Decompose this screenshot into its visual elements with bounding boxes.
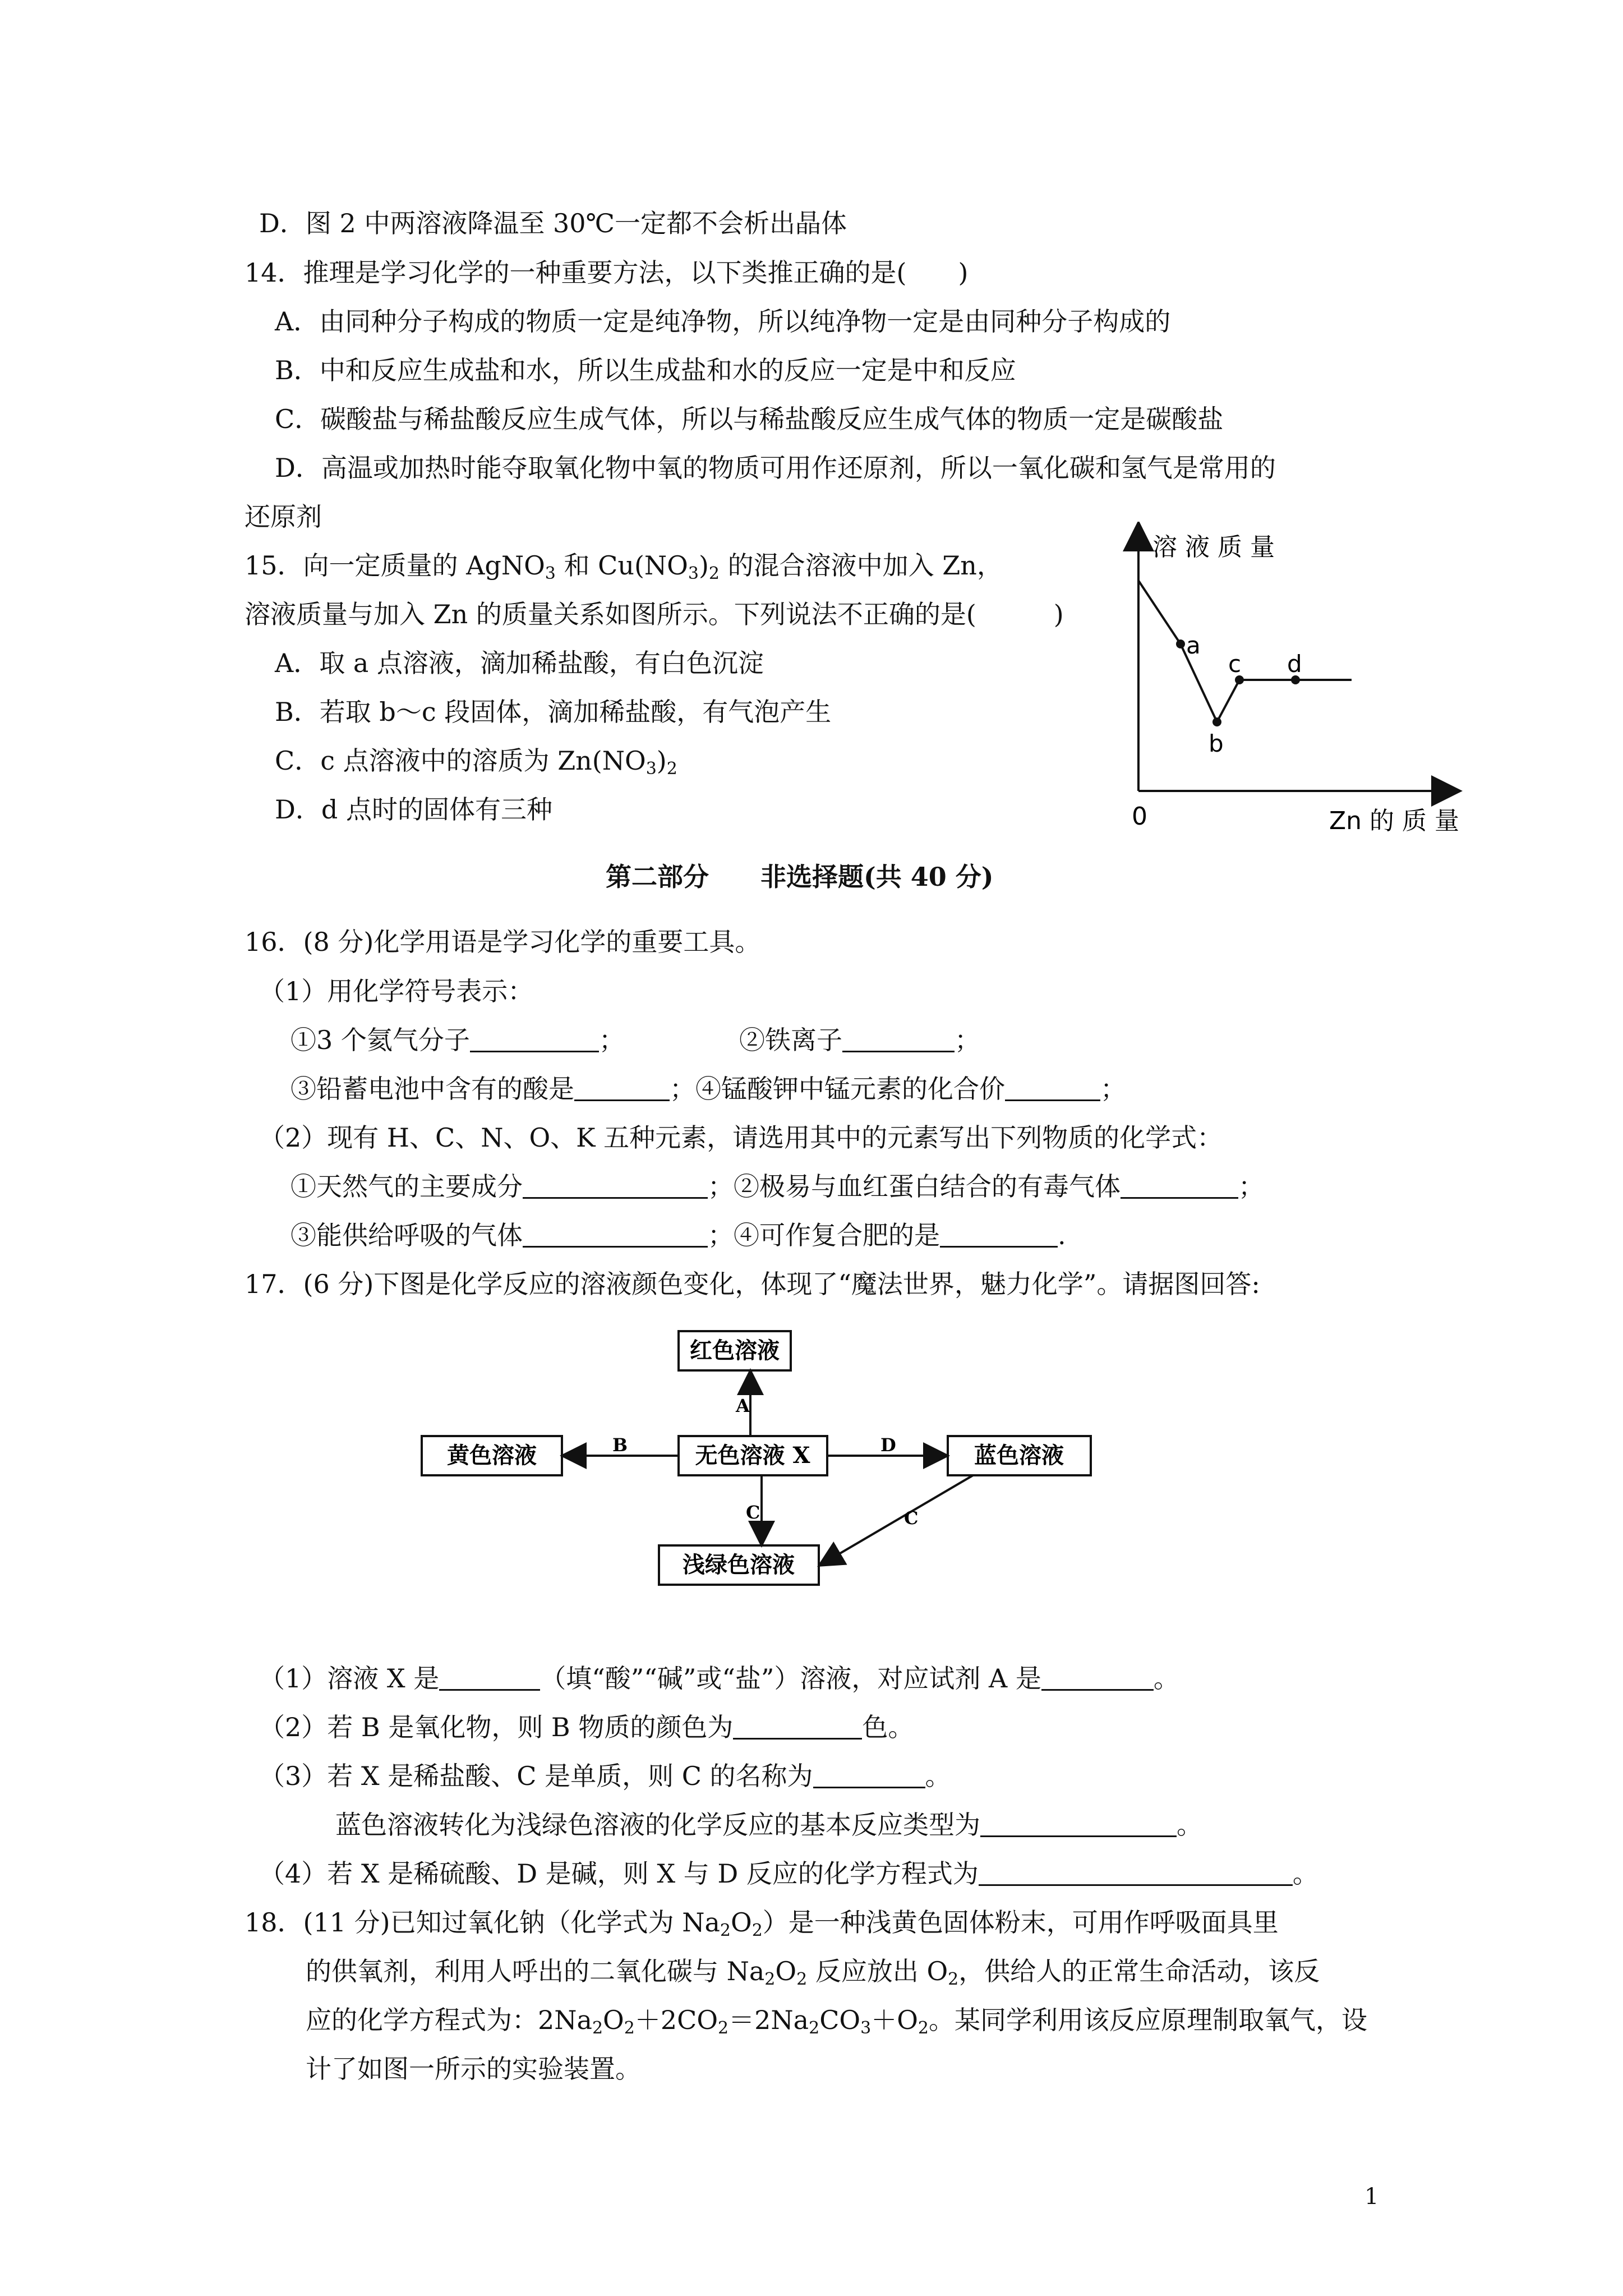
answer-blank[interactable] [1041,1667,1154,1691]
q18-line4: 计了如图一所示的实验装置。 [306,2054,641,2084]
answer-blank[interactable] [439,1667,540,1691]
answer-blank[interactable] [1005,1077,1100,1101]
q17-question-3-cont: 蓝色溶液转化为浅绿色溶液的化学反应的基本反应类型为 。 [335,1810,1202,1840]
label-light-green-solution: 浅绿色溶液 [683,1552,795,1578]
q17-question-4: （4）若 X 是稀硫酸、D 是碱，则 X 与 D 反应的化学方程式为 。 [259,1858,1318,1889]
q15-option-d: D．d 点时的固体有三种 [275,794,552,825]
answer-blank[interactable] [523,1175,708,1199]
answer-blank[interactable] [523,1223,708,1248]
q18-line3: 应的化学方程式为：$2Na_2O_2+2CO_2=2Na_2CO_3+O_2$。某同学利用该反应原理制取氧气，设 [306,2005,1368,2038]
label-colorless-solution-x: 无色溶液 X [695,1442,810,1469]
answer-blank[interactable] [940,1223,1058,1248]
q15-stem-line2: 溶液质量与加入 Zn 的质量关系如图所示。下列说法不正确的是( ) [245,599,1064,629]
arrow-c1-label: C [746,1502,760,1523]
q15-option-c: C．c 点溶液中的溶质为 $Zn(NO_3)_2$ [275,746,677,779]
arrow-b-label: B [612,1434,628,1456]
q17-question-2: （2）若 B 是氧化物，则 B 物质的颜色为 色。 [259,1712,914,1742]
label-yellow-solution: 黄色溶液 [447,1442,537,1469]
q13-option-d: D．图 2 中两溶液降温至 30℃一定都不会析出晶体 [259,208,847,238]
q15-mass-graph [1110,522,1481,853]
q15-option-b: B．若取 b～c 段固体，滴加稀盐酸，有气泡产生 [275,697,832,727]
label-red-solution: 红色溶液 [690,1337,780,1364]
q16-p1-item2: ②铁离子 ； [739,1025,980,1055]
answer-blank[interactable] [470,1028,599,1052]
page-number: 1 [1364,2184,1379,2210]
part2-title: 第二部分 非选择题(共 40 分) [606,862,994,892]
q16-p1-item1: ①3 个氦气分子 ； [291,1025,625,1055]
q15-point-a [1176,639,1185,648]
answer-blank[interactable] [842,1028,955,1052]
arrow-c-diagonal [821,1475,973,1565]
answer-blank[interactable] [979,1862,1293,1886]
q14-option-b: B．中和反应生成盐和水，所以生成盐和水的反应一定是中和反应 [275,355,1016,385]
q17-question-3: （3）若 X 是稀盐酸、C 是单质，则 C 的名称为 。 [259,1761,951,1791]
q15-label-a: a [1186,632,1201,659]
arrow-d-label: D [880,1434,896,1456]
q17-question-1: （1）溶液 X 是 （填“酸”“碱”或“盐”）溶液，对应试剂 A 是 。 [259,1663,1179,1694]
q14-option-d-cont: 还原剂 [245,501,322,532]
q15-label-c: c [1228,650,1242,678]
q16-stem: 16．(8 分)化学用语是学习化学的重要工具。 [245,927,761,957]
q15-label-b: b [1209,730,1224,757]
q15-origin: 0 [1132,802,1147,831]
q18-line2: 的供氧剂，利用人呼出的二氧化碳与 $Na_2O_2$ 反应放出 $O_2$，供给人的正常生命活动，该反 [306,1956,1320,1989]
q15-option-a: A．取 a 点溶液，滴加稀盐酸，有白色沉淀 [275,648,764,678]
q14-option-c: C．碳酸盐与稀盐酸反应生成气体，所以与稀盐酸反应生成气体的物质一定是碳酸盐 [275,404,1224,434]
q16-p1-item3-4: ③铅蓄电池中含有的酸是 ；④锰酸钾中锰元素的化合价 ； [291,1074,1126,1104]
label-blue-solution: 蓝色溶液 [974,1442,1064,1469]
q18-line1: 18．(11 分)已知过氧化钠（化学式为 $Na_2O_2$）是一种浅黄色固体粉末，可用作呼吸面具里 [245,1907,1279,1940]
q15-x-label: Zn 的 质 量 [1329,807,1459,835]
q14-option-d: D．高温或加热时能夺取氧化物中氧的物质可用作还原剂，所以一氧化碳和氢气是常用的 [275,453,1276,483]
q14-stem: 14．推理是学习化学的一种重要方法，以下类推正确的是( ) [245,257,969,288]
answer-blank[interactable] [733,1715,862,1740]
answer-blank[interactable] [1121,1175,1238,1199]
q15-stem-line1: 15．向一定质量的 AgNO$_3$ 和 $Cu(NO_3)_2$ 的混合溶液中加入 Zn， [245,550,1003,583]
q15-point-b [1212,717,1221,726]
arrow-c2-label: C [904,1507,919,1529]
q17-stem: 17．(6 分)下图是化学反应的溶液颜色变化，体现了“魔法世界，魅力化学”。请据图回答: [245,1269,1260,1299]
q15-curve [1138,581,1346,722]
q16-part1: （1）用化学符号表示： [259,976,534,1006]
q15-label-d: d [1287,650,1302,678]
answer-blank[interactable] [813,1764,925,1788]
q16-p2-item1-2: ①天然气的主要成分 ；②极易与血红蛋白结合的有毒气体 ； [291,1171,1264,1202]
q16-part2: （2）现有 H、C、N、O、K 五种元素，请选用其中的元素写出下列物质的化学式： [259,1122,1223,1153]
q17-color-diagram [415,1327,1127,1596]
q16-p2-item3-4: ③能供给呼吸的气体 ；④可作复合肥的是 . [291,1220,1066,1250]
arrow-a-label: A [736,1395,750,1416]
answer-blank[interactable] [980,1813,1177,1837]
q14-option-a: A．由同种分子构成的物质一定是纯净物，所以纯净物一定是由同种分子构成的 [275,306,1171,337]
q15-y-label: 溶 液 质 量 [1152,533,1275,562]
answer-blank[interactable] [574,1077,670,1101]
